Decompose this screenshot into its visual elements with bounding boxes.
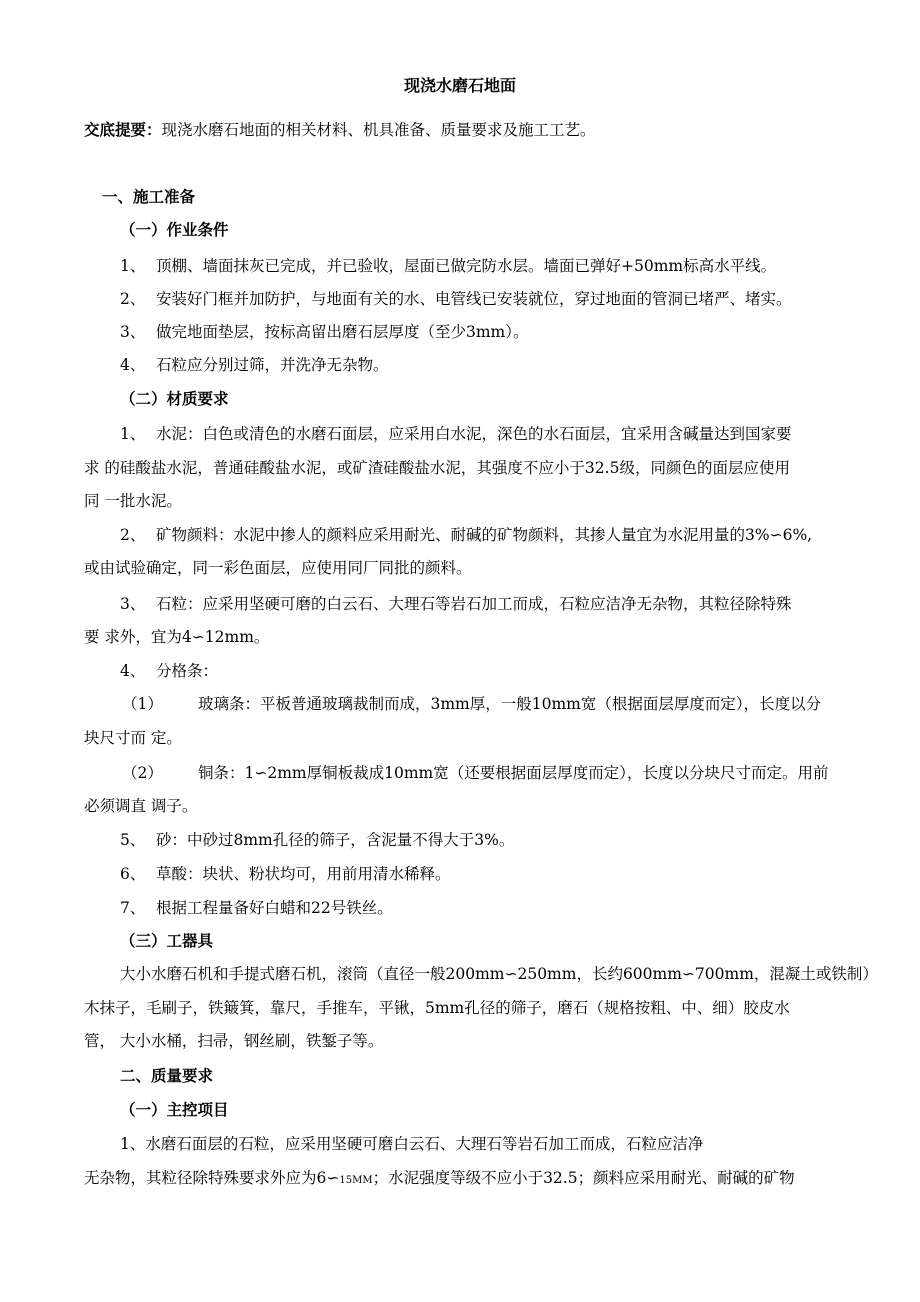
sub-item-text: 玻璃条：平板普通玻璃裁制而成，3mm厚，一般10mm宽（根据面层厚度而定），长度以分 (198, 695, 822, 713)
material-item-pigment-line2: 或由试验确定，同一彩色面层，应使用同厂同批的颜料。 (84, 559, 472, 577)
quality-item-line1: 1、水磨石面层的石粒，应采用坚硬可磨白云石、大理石等岩石加工而成，石粒应洁净 (120, 1135, 704, 1153)
sub-item-glass-line2: 块尺寸而 定。 (84, 729, 182, 747)
summary-text: 现浇水磨石地面的相关材料、机具准备、质量要求及施工工艺。 (161, 121, 596, 139)
list-item-text: 安装好门框并加防护，与地面有关的水、电管线已安装就位，穿过地面的管洞已堵严、堵实。 (156, 290, 792, 308)
list-item-number: 4、 (120, 356, 146, 374)
list-item-number: 3、 (120, 595, 146, 613)
list-item (120, 289, 792, 309)
material-item-cement-line2: 求 的硅酸盐水泥，普通硅酸盐水泥，或矿渣硅酸盐水泥，其强度不应小于32.5级，同颜色的面层应使用 (84, 459, 790, 477)
sub-item-number: （1） (122, 695, 163, 713)
material-item-wax-wire (120, 898, 393, 918)
material-item-divider-strips (120, 661, 218, 681)
list-item-text: 水泥：白色或清色的水磨石面层，应采用白水泥，深色的水石面层，宜采用含碱量达到国家要 (156, 425, 792, 443)
list-item-number: 1、 (120, 257, 146, 275)
list-item-text: 砂：中砂过8mm孔径的筛子，含泥量不得大于3%。 (156, 831, 515, 849)
material-item-stone-line2: 要 求外，宜为4∽12mm。 (84, 628, 270, 646)
list-item-number: 2、 (120, 290, 146, 308)
list-item-number: 4、 (120, 662, 146, 680)
section-heading-2: 二、质量要求 (120, 1067, 214, 1085)
list-item-number: 1、 (120, 425, 146, 443)
list-item-number: 6、 (120, 865, 146, 883)
list-item-text: 做完地面垫层，按标高留出磨石层厚度（至少3mm）。 (156, 323, 529, 341)
list-item-number: 2、 (120, 526, 146, 544)
list-item-text: 分格条： (156, 662, 219, 680)
list-item-number: 5、 (120, 831, 146, 849)
list-item (120, 322, 529, 342)
sub-item-text: 铜条：1∽2mm厚铜板裁成10mm宽（还要根据面层厚度而定），长度以分块尺寸而定。用前 (198, 764, 829, 782)
summary-label: 交底提要： (84, 121, 162, 139)
material-item-stone-line1 (120, 594, 792, 614)
summary-line (84, 120, 596, 140)
list-item-text: 石粒：应采用坚硬可磨的白云石、大理石等岩石加工而成，石粒应洁净无杂物，其粒径除特殊 (156, 595, 792, 613)
list-item-text: 矿物颜料：水泥中掺人的颜料应采用耐光、耐碱的矿物颜料，其掺人量宜为水泥用量的3%∽6%, (156, 526, 813, 544)
list-item-text: 石粒应分别过筛，并洗净无杂物。 (156, 356, 389, 374)
quality-text-part: ；水泥强度等级不应小于32.5；颜料应采用耐光、耐碱的矿物 (372, 1169, 795, 1187)
sub-item-copper-line2: 必须调直 调子。 (84, 797, 198, 815)
sub-item-glass-line1 (122, 694, 821, 714)
subsection-heading-work-conditions: （一）作业条件 (120, 221, 229, 239)
material-item-oxalic-acid (120, 864, 451, 884)
sub-item-copper-line1 (122, 763, 828, 783)
material-item-cement-line1 (120, 424, 792, 444)
tools-line1: 大小水磨石机和手提式磨石机，滚筒（直径一般200mm∽250mm，长约600mm∽700mm，混凝土或铁制） (120, 965, 878, 983)
quality-item-line2 (84, 1168, 795, 1191)
sub-item-number: （2） (122, 764, 163, 782)
list-item-text: 草酸：块状、粉状均可，用前用清水稀释。 (156, 865, 451, 883)
subsection-heading-tools: （三）工器具 (120, 932, 214, 950)
subsection-heading-main-control: （一）主控项目 (120, 1101, 229, 1119)
material-item-pigment-line1 (120, 525, 812, 545)
list-item (120, 355, 389, 375)
document-title: 现浇水磨石地面 (403, 76, 516, 95)
material-item-sand (120, 830, 514, 850)
section-heading-1: 一、施工准备 (102, 188, 196, 206)
tools-line2: 木抹子，毛刷子，铁簸箕，靠尺，手推车，平锹，5mm孔径的筛子，磨石（规格按粗、中、细）胶皮水 (84, 999, 790, 1017)
list-item-text: 根据工程量备好白蜡和22号铁丝。 (156, 899, 393, 917)
quality-text-part: 无杂物，其粒径除特殊要求外应为6∽ (84, 1169, 340, 1187)
list-item (120, 256, 776, 276)
list-item-number: 7、 (120, 899, 146, 917)
subsection-heading-materials: （二）材质要求 (120, 390, 229, 408)
list-item-number: 3、 (120, 323, 146, 341)
list-item-text: 顶棚、墙面抹灰已完成，并已验收，屋面已做完防水层。墙面已弹好+50mm标高水平线。 (156, 257, 777, 275)
quality-text-unit: 15MM (339, 1175, 373, 1186)
tools-line3: 管， 大小水桶，扫帚，钢丝刷，铁錾子等。 (84, 1032, 384, 1050)
material-item-cement-line3: 同 一批水泥。 (84, 492, 182, 510)
